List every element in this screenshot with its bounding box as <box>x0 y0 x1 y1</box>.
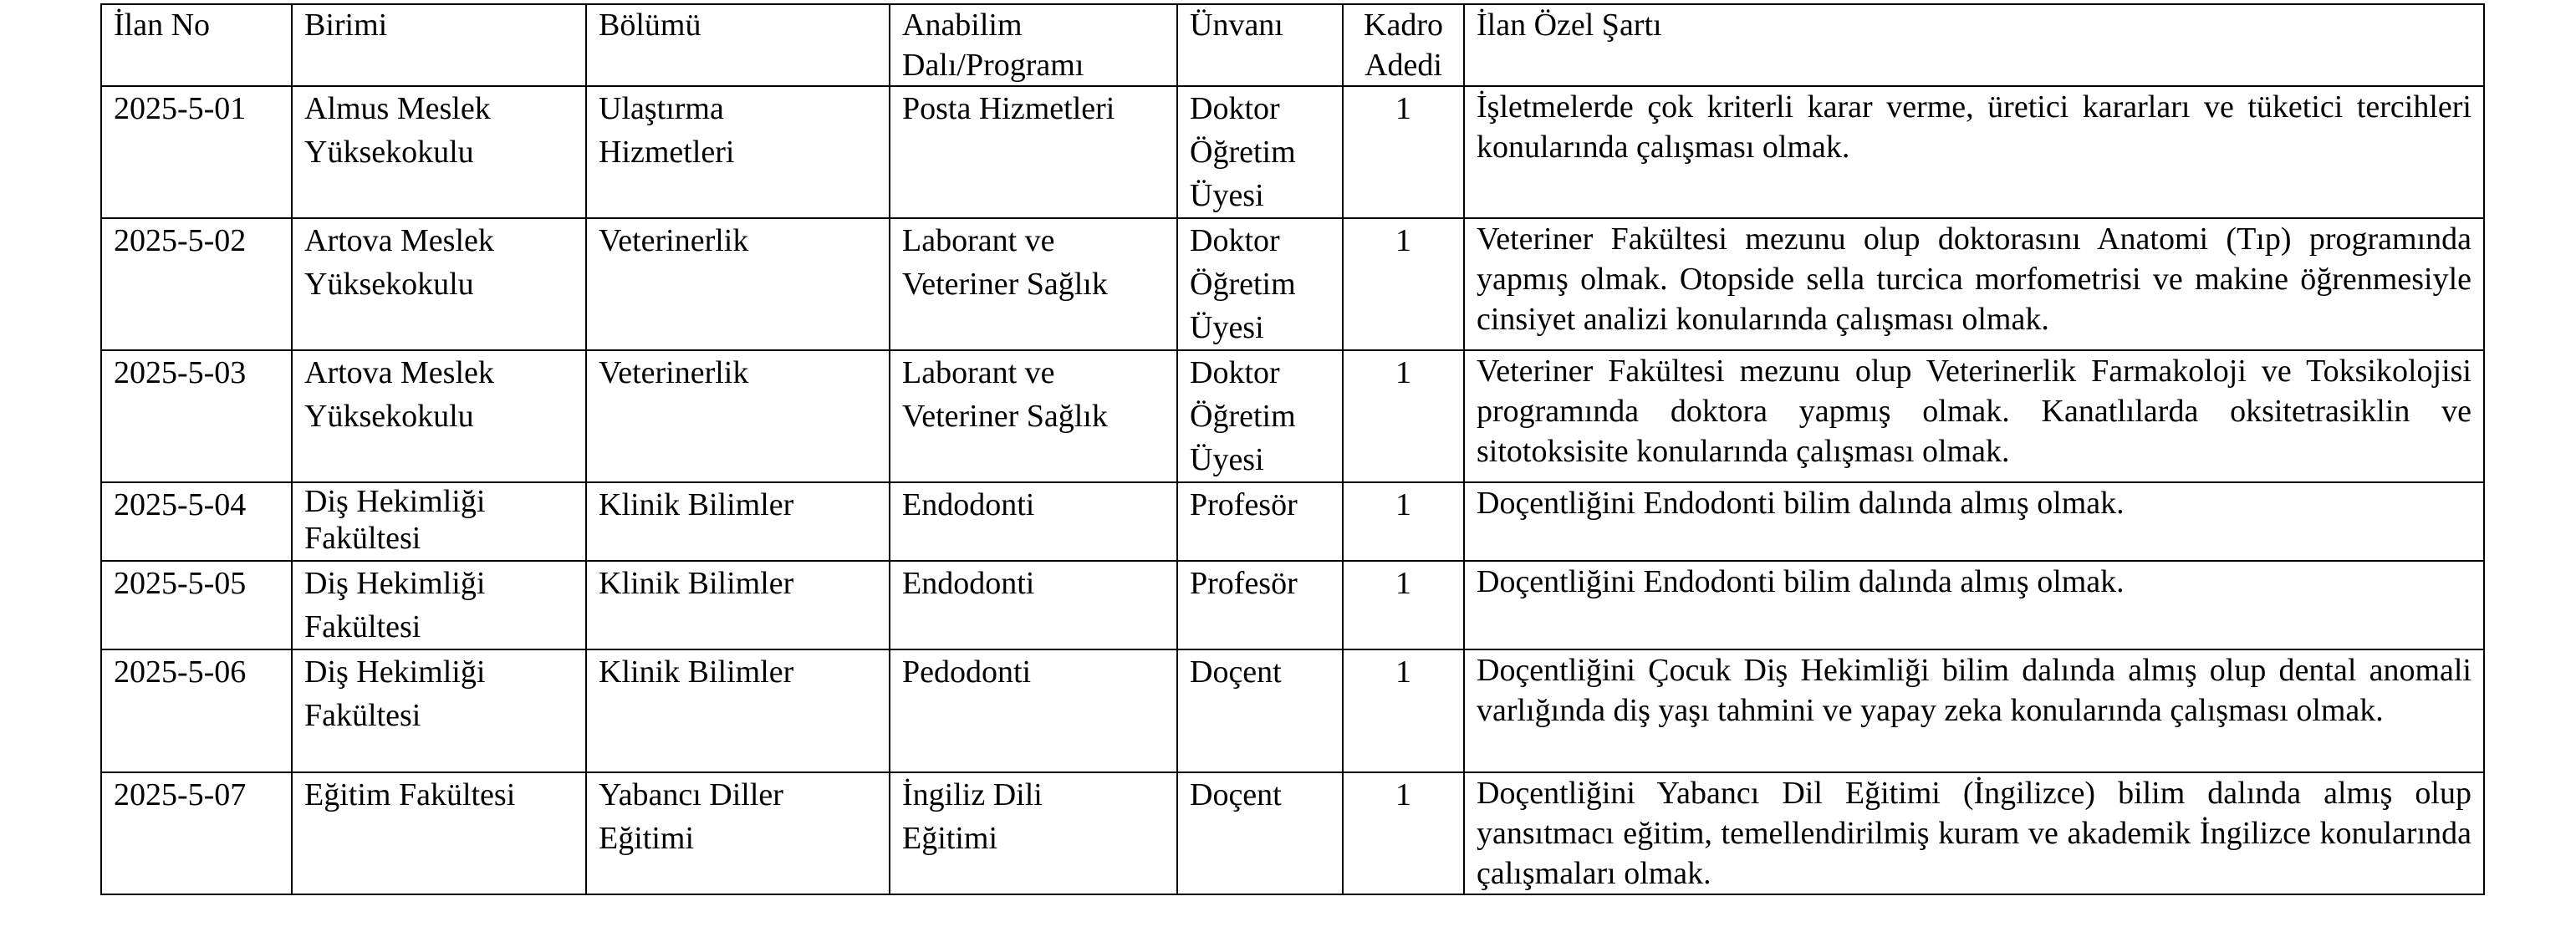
cell-birimi: Artova Meslek Yüksekokulu <box>292 218 586 350</box>
cell-kadro-adedi: 1 <box>1343 86 1464 218</box>
cell-kadro-adedi: 1 <box>1343 350 1464 482</box>
cell-birimi: Artova Meslek Yüksekokulu <box>292 350 586 482</box>
table-row <box>101 86 2484 218</box>
cell-ilan-no: 2025-5-05 <box>101 561 292 649</box>
cell-unvani: Doçent <box>1177 649 1343 772</box>
cell-kadro-adedi: 1 <box>1343 772 1464 894</box>
cell-ilan-ozel-sarti: Doçentliğini Endodonti bilim dalında almış olmak. <box>1464 561 2484 649</box>
cell-bolumu: Klinik Bilimler <box>586 649 890 772</box>
cell-birimi: Almus Meslek Yüksekokulu <box>292 86 586 218</box>
cell-bolumu: Klinik Bilimler <box>586 482 890 561</box>
cell-anabilim: Pedodonti <box>890 649 1177 772</box>
cell-bolumu: Ulaştırma Hizmetleri <box>586 86 890 218</box>
cell-anabilim: Posta Hizmetleri <box>890 86 1177 218</box>
cell-anabilim: İngiliz Dili Eğitimi <box>890 772 1177 894</box>
table-header-row <box>101 4 2484 86</box>
cell-kadro-adedi: 1 <box>1343 218 1464 350</box>
table-row <box>101 649 2484 772</box>
job-listing-table <box>100 3 2485 895</box>
header-anabilim: Anabilim Dalı/Programı <box>890 4 1177 86</box>
cell-birimi: Eğitim Fakültesi <box>292 772 586 894</box>
table-row <box>101 218 2484 350</box>
cell-unvani: Doktor Öğretim Üyesi <box>1177 86 1343 218</box>
cell-anabilim: Laborant ve Veteriner Sağlık <box>890 350 1177 482</box>
header-bolumu: Bölümü <box>586 4 890 86</box>
cell-kadro-adedi: 1 <box>1343 482 1464 561</box>
cell-kadro-adedi: 1 <box>1343 561 1464 649</box>
cell-unvani: Doktor Öğretim Üyesi <box>1177 350 1343 482</box>
cell-unvani: Doçent <box>1177 772 1343 894</box>
cell-anabilim: Laborant ve Veteriner Sağlık <box>890 218 1177 350</box>
cell-ilan-ozel-sarti: İşletmelerde çok kriterli karar verme, üretici kararları ve tüketici tercihleri konularında çalışması olmak. <box>1464 86 2484 218</box>
cell-anabilim: Endodonti <box>890 561 1177 649</box>
cell-ilan-ozel-sarti: Doçentliğini Endodonti bilim dalında almış olmak. <box>1464 482 2484 561</box>
cell-ilan-no: 2025-5-02 <box>101 218 292 350</box>
cell-bolumu: Veterinerlik <box>586 218 890 350</box>
cell-birimi: Diş Hekimliği Fakültesi <box>292 649 586 772</box>
cell-bolumu: Klinik Bilimler <box>586 561 890 649</box>
cell-ilan-no: 2025-5-04 <box>101 482 292 561</box>
table-row <box>101 350 2484 482</box>
header-birimi: Birimi <box>292 4 586 86</box>
cell-ilan-no: 2025-5-07 <box>101 772 292 894</box>
cell-ilan-no: 2025-5-06 <box>101 649 292 772</box>
cell-ilan-ozel-sarti: Veteriner Fakültesi mezunu olup doktorasını Anatomi (Tıp) programında yapmış olmak. Otopside sella turcica morfometrisi ve makine öğrenmesiyle cinsiyet analizi konularında çalışması olmak. <box>1464 218 2484 350</box>
cell-birimi: Diş Hekimliği Fakültesi <box>292 561 586 649</box>
cell-anabilim: Endodonti <box>890 482 1177 561</box>
cell-ilan-ozel-sarti: Doçentliğini Çocuk Diş Hekimliği bilim dalında almış olup dental anomali varlığında diş yaşı tahmini ve yapay zeka konularında çalışması olmak. <box>1464 649 2484 772</box>
cell-ilan-no: 2025-5-03 <box>101 350 292 482</box>
table-row <box>101 482 2484 561</box>
header-unvani: Ünvanı <box>1177 4 1343 86</box>
header-ilan-no: İlan No <box>101 4 292 86</box>
cell-bolumu: Veterinerlik <box>586 350 890 482</box>
cell-ilan-ozel-sarti: Veteriner Fakültesi mezunu olup Veterinerlik Farmakoloji ve Toksikolojisi programında doktora yapmış olmak. Kanatlılarda oksitetrasiklin ve sitotoksisite konularında çalışması olmak. <box>1464 350 2484 482</box>
header-kadro-adedi: Kadro Adedi <box>1343 4 1464 86</box>
cell-ilan-no: 2025-5-01 <box>101 86 292 218</box>
cell-birimi: Diş Hekimliği Fakültesi <box>292 482 586 561</box>
cell-kadro-adedi: 1 <box>1343 649 1464 772</box>
cell-bolumu: Yabancı Diller Eğitimi <box>586 772 890 894</box>
cell-ilan-ozel-sarti: Doçentliğini Yabancı Dil Eğitimi (İngilizce) bilim dalında almış olup yansıtmacı eğitim, temellendirilmiş kuram ve akademik İngilizce konularında çalışmaları olmak. <box>1464 772 2484 894</box>
table-row <box>101 772 2484 894</box>
table-row <box>101 561 2484 649</box>
cell-unvani: Profesör <box>1177 482 1343 561</box>
header-ilan-ozel-sarti: İlan Özel Şartı <box>1464 4 2484 86</box>
cell-unvani: Profesör <box>1177 561 1343 649</box>
cell-unvani: Doktor Öğretim Üyesi <box>1177 218 1343 350</box>
